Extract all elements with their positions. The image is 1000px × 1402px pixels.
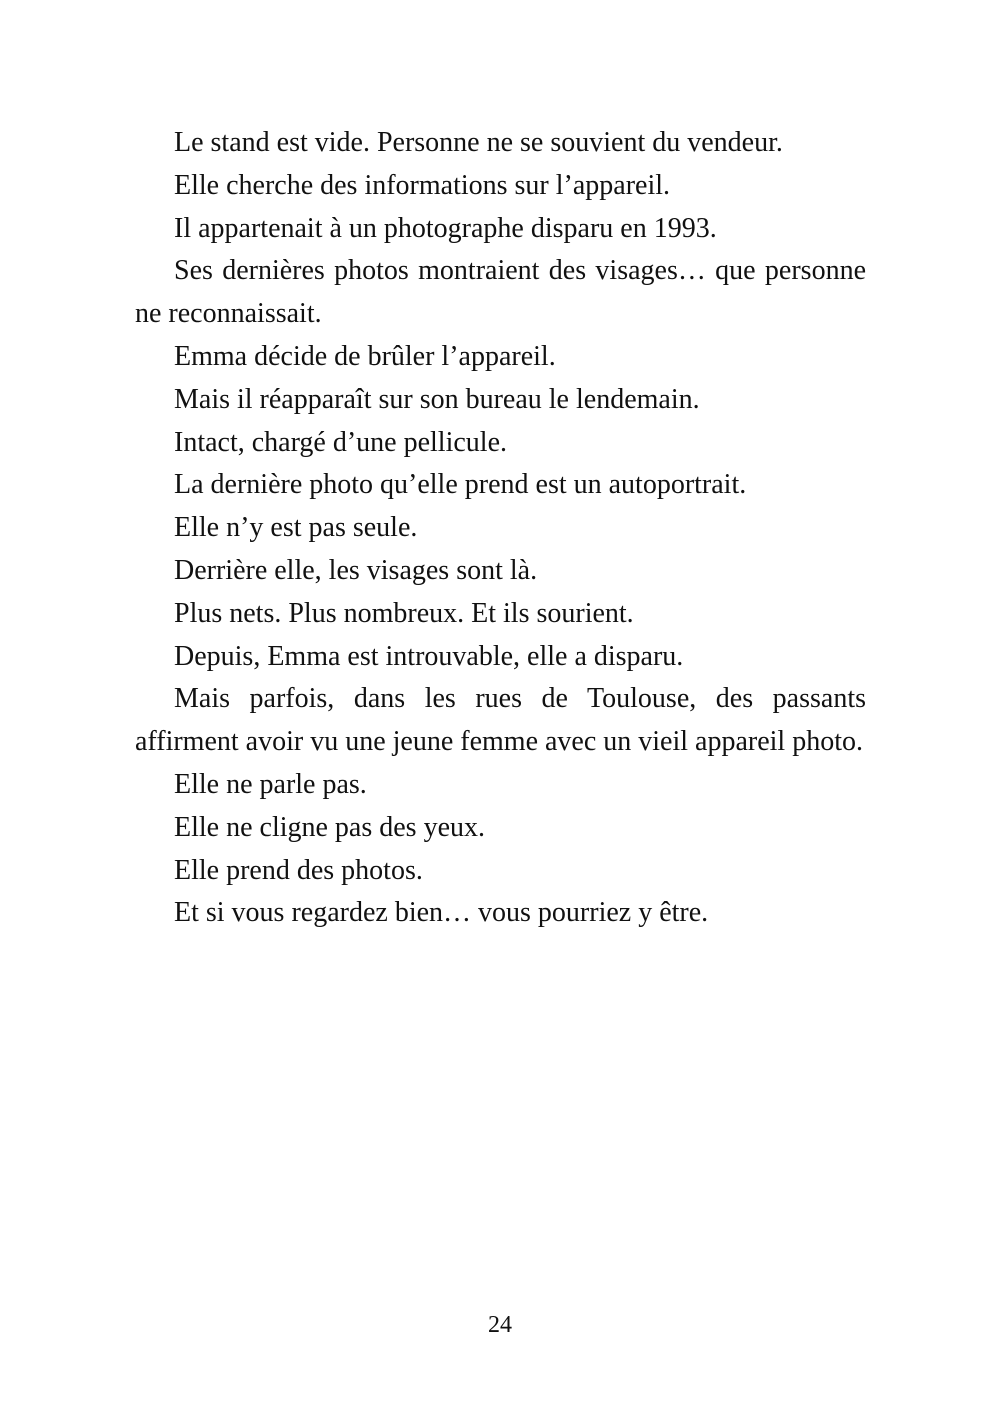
paragraph: Mais parfois, dans les rues de Toulouse, des passants affirment avoir vu une jeune femme avec un vieil appareil photo. bbox=[135, 683, 866, 758]
page-number: 24 bbox=[488, 1312, 512, 1338]
paragraph: Derrière elle, les visages sont là. bbox=[174, 554, 538, 586]
paragraph: Elle ne parle pas. bbox=[174, 768, 367, 800]
paragraph: La dernière photo qu’elle prend est un autoportrait. bbox=[174, 469, 747, 501]
paragraph: Elle ne cligne pas des yeux. bbox=[174, 811, 486, 843]
paragraph: Ses dernières photos montraient des visages… que personne ne reconnaissait. bbox=[135, 255, 866, 330]
paragraph: Depuis, Emma est introuvable, elle a disparu. bbox=[174, 640, 684, 672]
paragraph: Elle n’y est pas seule. bbox=[174, 512, 418, 544]
paragraph: Elle prend des photos. bbox=[174, 854, 423, 886]
body-text bbox=[135, 122, 866, 935]
paragraph: Plus nets. Plus nombreux. Et ils sourient. bbox=[174, 597, 634, 629]
paragraph: Et si vous regardez bien… vous pourriez y être. bbox=[174, 897, 709, 929]
paragraph: Emma décide de brûler l’appareil. bbox=[174, 340, 556, 372]
paragraph: Mais il réapparaît sur son bureau le lendemain. bbox=[174, 383, 700, 415]
paragraph: Il appartenait à un photographe disparu en 1993. bbox=[174, 212, 717, 244]
paragraph: Elle cherche des informations sur l’appareil. bbox=[174, 169, 671, 201]
paragraph: Intact, chargé d’une pellicule. bbox=[174, 426, 507, 458]
paragraph: Le stand est vide. Personne ne se souvient du vendeur. bbox=[174, 127, 783, 158]
